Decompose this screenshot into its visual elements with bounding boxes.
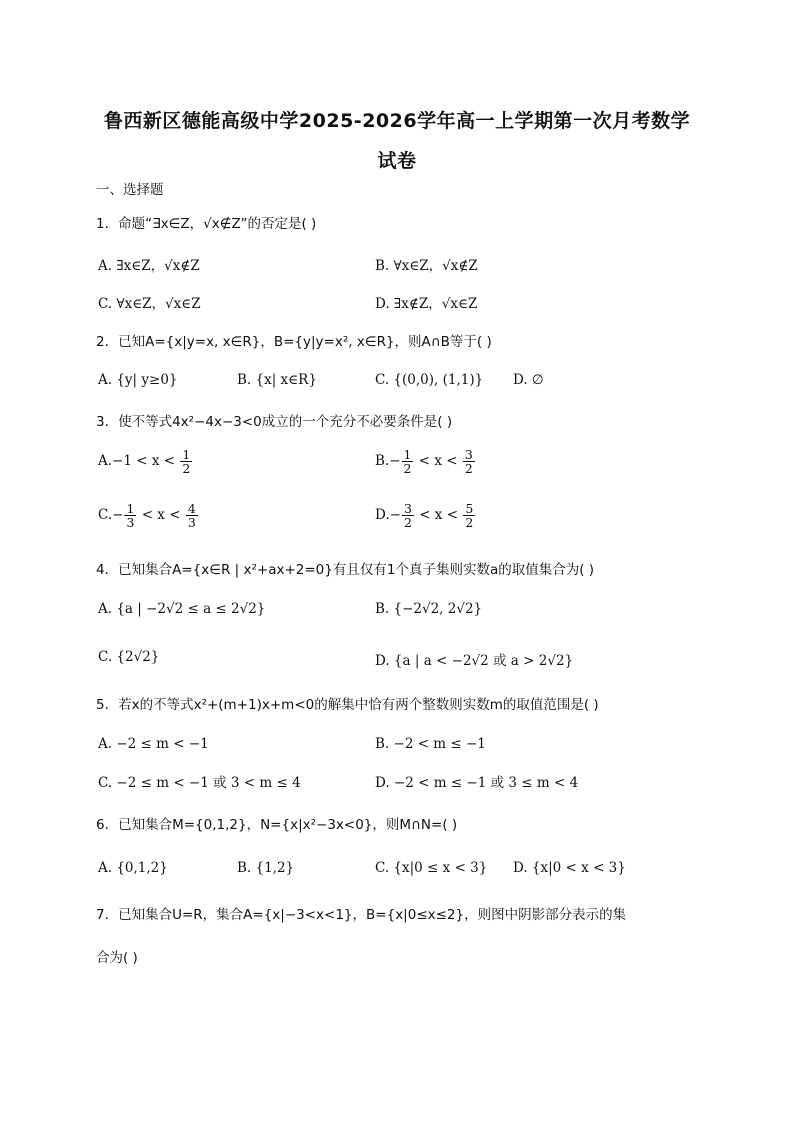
question-6-option-d: D. {x|0 < x < 3} <box>513 860 626 876</box>
question-4-stem: 4．已知集合A={x∈R | x²+ax+2=0}有且仅有1个真子集则实数a的取值集合为( ) <box>96 562 595 578</box>
option-label: A. <box>98 453 113 470</box>
question-2-option-b: B. {x| x∈R} <box>237 372 317 388</box>
numerator: 1 <box>126 501 135 516</box>
numerator: 4 <box>187 501 196 516</box>
denominator: 3 <box>187 515 196 531</box>
option-prefix: − <box>389 507 401 524</box>
question-6-stem: 6．已知集合M={0,1,2}，N={x|x²−3x<0}，则M∩N=( ) <box>96 817 458 833</box>
fraction <box>463 502 475 529</box>
option-prefix: − <box>389 453 401 470</box>
fraction <box>180 448 192 475</box>
option-mid: < x < <box>414 507 463 524</box>
numerator: 1 <box>403 447 412 462</box>
denominator: 2 <box>403 461 412 477</box>
question-5-option-b: B. −2 < m ≤ −1 <box>375 736 486 752</box>
question-5-option-d: D. −2 < m ≤ −1 或 3 ≤ m < 4 <box>375 775 579 791</box>
question-1-option-c: C. ∀x∈Z，√x∈Z <box>98 296 201 312</box>
question-2-option-d: D. ∅ <box>513 372 544 388</box>
numerator: 3 <box>403 501 412 516</box>
question-2-stem: 2．已知A={x|y=x, x∈R}，B={y|y=x², x∈R}，则A∩B等于( ) <box>96 334 492 350</box>
question-7-stem-continued: 合为( ) <box>96 950 138 966</box>
question-4-option-d: D. {a | a < −2√2 或 a > 2√2} <box>375 653 574 669</box>
question-1-stem: 1．命题“∃x∈Z，√x∉Z”的否定是( ) <box>96 216 317 232</box>
numerator: 3 <box>464 447 473 462</box>
denominator: 2 <box>182 461 191 477</box>
question-1-option-a: A. ∃x∈Z，√x∉Z <box>98 258 200 274</box>
question-1-option-b: B. ∀x∈Z，√x∉Z <box>375 258 478 274</box>
option-prefix: −1 < x < <box>112 453 180 470</box>
question-6-option-c: C. {x|0 ≤ x < 3} <box>375 860 488 876</box>
option-mid: < x < <box>414 453 462 470</box>
denominator: 2 <box>464 461 473 477</box>
option-label: C. <box>98 507 113 524</box>
option-label: B. <box>375 453 390 470</box>
section-heading: 一、选择题 <box>96 182 164 198</box>
question-3-option-a <box>98 448 193 475</box>
denominator: 3 <box>126 515 135 531</box>
question-4-option-a: A. {a | −2√2 ≤ a ≤ 2√2} <box>98 601 266 617</box>
question-4-option-b: B. {−2√2, 2√2} <box>375 601 483 617</box>
option-label: D. <box>375 507 390 524</box>
question-6-option-a: A. {0,1,2} <box>98 860 168 876</box>
question-5-option-c: C. −2 ≤ m < −1 或 3 < m ≤ 4 <box>98 775 301 791</box>
question-3-option-b <box>375 448 476 475</box>
fraction <box>186 502 198 529</box>
question-3-option-c <box>98 502 199 529</box>
numerator: 5 <box>465 501 474 516</box>
question-3-stem: 3．使不等式4x²−4x−3<0成立的一个充分不必要条件是( ) <box>96 414 453 430</box>
question-4-option-c: C. {2√2} <box>98 649 160 665</box>
question-2-option-c: C. {(0,0), (1,1)} <box>375 372 484 388</box>
fraction <box>402 502 414 529</box>
option-prefix: − <box>112 507 124 524</box>
denominator: 2 <box>403 515 412 531</box>
question-7-stem: 7．已知集合U=R，集合A={x|−3<x<1}，B={x|0≤x≤2}，则图中阴影部分表示的集 <box>96 907 627 923</box>
denominator: 2 <box>465 515 474 531</box>
option-mid: < x < <box>137 507 185 524</box>
question-2-option-a: A. {y| y≥0} <box>98 372 178 388</box>
fraction <box>402 448 414 475</box>
question-3-option-d <box>375 502 476 529</box>
question-5-option-a: A. −2 ≤ m < −1 <box>98 736 209 752</box>
fraction <box>463 448 475 475</box>
question-6-option-b: B. {1,2} <box>237 860 295 876</box>
exam-title-line1: 鲁西新区德能高级中学2025-2026学年高一上学期第一次月考数学 <box>103 110 691 132</box>
question-1-option-d: D. ∃x∉Z，√x∈Z <box>375 296 478 312</box>
numerator: 1 <box>182 447 191 462</box>
exam-title-line2: 试卷 <box>377 150 417 172</box>
fraction <box>124 502 136 529</box>
question-5-stem: 5．若x的不等式x²+(m+1)x+m<0的解集中恰有两个整数则实数m的取值范围是( ) <box>96 697 599 713</box>
